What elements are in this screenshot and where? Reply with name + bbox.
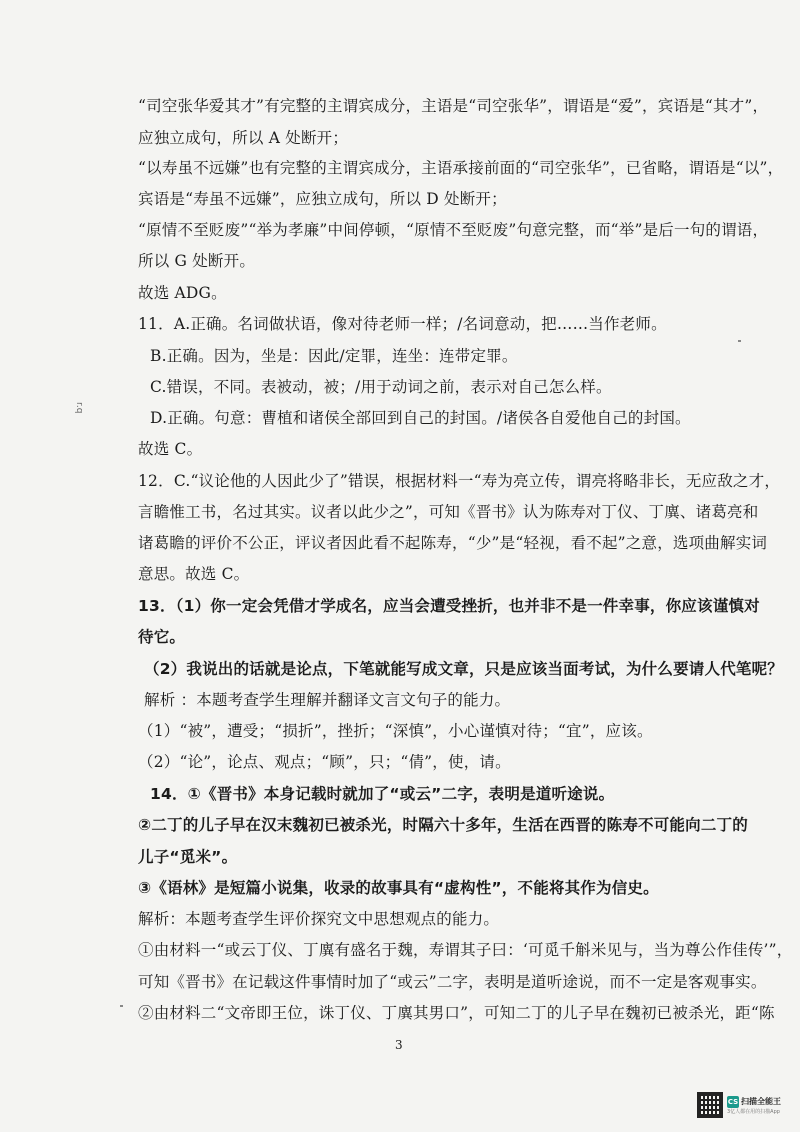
text-line: （2）“论”，论点、观点；“顾”，只；“倩”，使，请。 (138, 753, 511, 771)
text-line: “原情不至贬废”“举为孝廉”中间停顿，“原情不至贬废”句意完整，而“举”是后一句的谓语， (138, 221, 769, 239)
text-line: ①由材料一“或云丁仪、丁廙有盛名于魏，寿谓其子曰：‘可觅千斛米见与，当为尊公作佳传’”， (138, 941, 793, 959)
text-line: （1）“被”，遭受；“损折”，挫折；“深慎”，小心谨慎对待；“宜”，应该。 (138, 722, 653, 740)
camscanner-logo-icon: CS (727, 1097, 739, 1106)
option-d: D.正确。句意：曹植和诸侯全部回到自己的封国。/诸侯各自爱他自己的封国。 (150, 409, 691, 427)
margin-note: r.q (74, 402, 84, 414)
option-c: C.错误，不同。表被动，被；/用于动词之前，表示对自己怎么样。 (150, 378, 612, 396)
qr-code-icon (697, 1092, 723, 1118)
text-line: 故选 C。 (138, 440, 203, 458)
analysis-13: 解析 ：本题考查学生理解并翻译文言文句子的能力。 (144, 691, 511, 709)
scanner-watermark (697, 1086, 793, 1124)
text-line: 儿子“觅米”。 (138, 848, 238, 866)
watermark-title: 扫描全能王 (741, 1097, 781, 1106)
text-line: 宾语是“寿虽不远嫌”，应独立成句，所以 D 处断开； (138, 190, 507, 208)
option-b: B.正确。因为，坐是：因此/定罪，连坐：连带定罪。 (150, 347, 518, 365)
text-line: 诸葛瞻的评价不公正，评议者因此看不起陈寿，“少”是“轻视，看不起”之意，选项曲解实词 (138, 534, 768, 552)
question-13-answer-1: 13．（1）你一定会凭借才学成名，应当会遭受挫折，也并非不是一件幸事，你应该谨慎对 (138, 597, 760, 615)
text-line: 所以 G 处断开。 (138, 252, 256, 270)
text-line: 言瞻惟工书，名过其实。议者以此少之”，可知《晋书》认为陈寿对丁仪、丁廙、诸葛亮和 (138, 503, 759, 521)
question-14-point-1: 14．①《晋书》本身记载时就加了“或云”二字，表明是道听途说。 (150, 785, 615, 803)
text-line: “以寿虽不远嫌”也有完整的主谓宾成分，主语承接前面的“司空张华”，已省略，谓语是“以”， (138, 159, 784, 177)
question-12: 12．C.“议论他的人因此少了”错误，根据材料一“寿为亮立传，谓亮将略非长，无应敌之才， (138, 472, 781, 490)
text-line: “司空张华爱其才”有完整的主谓宾成分，主语是“司空张华”，谓语是“爱”，宾语是“其才”， (138, 97, 769, 115)
analysis-14: 解析：本题考查学生评价探究文中思想观点的能力。 (138, 910, 500, 928)
text-line: 待它。 (138, 628, 186, 646)
scan-speck (738, 340, 741, 342)
text-line: 故选 ADG。 (138, 284, 227, 302)
text-line: 应独立成句，所以 A 处断开； (138, 129, 349, 147)
watermark-subtitle: 3亿人都在用的扫描App (727, 1108, 780, 1115)
question-14-point-3: ③《语林》是短篇小说集，收录的故事具有“虚构性”，不能将其作为信史。 (138, 879, 659, 897)
text-line: ②由材料二“文帝即王位，诛丁仪、丁廙其男口”，可知二丁的儿子早在魏初已被杀光，距“陈 (138, 1004, 775, 1022)
text-line: 意思。故选 C。 (138, 565, 250, 583)
page-number: 3 (395, 1038, 403, 1052)
text-line: 可知《晋书》在记载这件事情时加了“或云”二字，表明是道听途说，而不一定是客观事实。 (138, 973, 767, 991)
scan-speck (120, 1005, 123, 1007)
question-11: 11．A.正确。名词做状语，像对待老师一样；/名词意动，把……当作老师。 (138, 315, 667, 333)
question-14-point-2: ②二丁的儿子早在汉末魏初已被杀光，时隔六十多年，生活在西晋的陈寿不可能向二丁的 (138, 816, 748, 834)
question-13-answer-2: （2）我说出的话就是论点，下笔就能写成文章，只是应该当面考试，为什么要请人代笔呢？ (144, 660, 783, 678)
